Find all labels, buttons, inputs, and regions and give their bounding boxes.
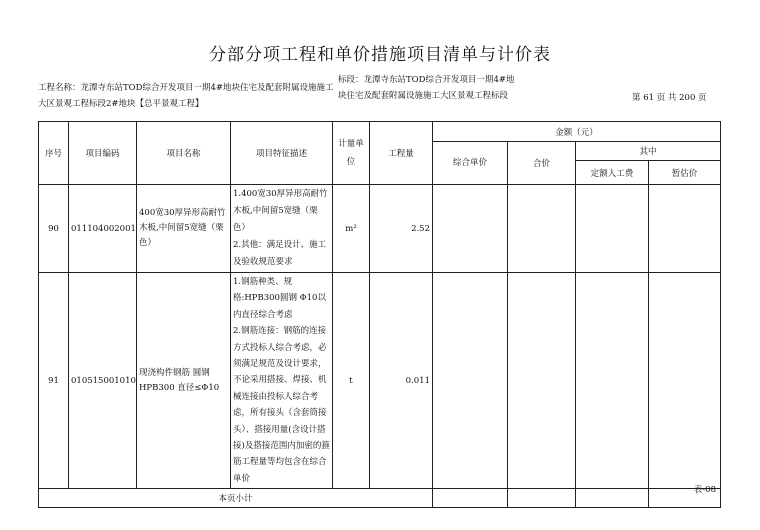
header-qty: 工程量: [370, 122, 433, 185]
row-code: 010515001010: [69, 273, 137, 489]
row-qty: 2.52: [370, 185, 433, 273]
header-code: 项目编码: [69, 122, 137, 185]
header-unit: 计量单位: [333, 122, 370, 185]
page-title: 分部分项工程和单价措施项目清单与计价表: [209, 45, 551, 65]
row-code: 011104002001: [69, 185, 137, 273]
subtotal-row: [39, 489, 721, 508]
subtotal-labor: [576, 489, 649, 508]
row-labor: [576, 185, 649, 273]
row-total: [508, 273, 576, 489]
row-seq: 90: [39, 185, 69, 273]
row-provisional: [649, 185, 721, 273]
header-unit-price: 综合单价: [433, 142, 508, 185]
section-name: 标段：龙潭寺东站TOD综合开发项目一期4#地块住宅及配套附属设施施工大区景观工程标段: [338, 75, 515, 101]
project-name: 工程名称：龙潭寺东站TOD综合开发项目一期4#地块住宅及配套附属设施施工大区景观工程标段2#地块【总平景观工程】: [38, 83, 334, 109]
row-labor: [576, 273, 649, 489]
row-desc: 1.钢筋种类、规格:HPB300圆钢 Φ10以内直径综合考虑 2.钢筋连接：钢筋的连接方式投标人综合考虑，必须满足规范及设计要求，不论采用搭接、焊接、机械连接由投标人综合考虑，所有接头（含套筒接头）、搭接用量(含设计搭接)及搭接范围内加密的箍筋工程量等均包含在综合单价: [231, 273, 333, 489]
subtotal-total: [508, 489, 576, 508]
header-desc: 项目特征描述: [231, 122, 333, 185]
header-of-which: 其中: [576, 142, 721, 161]
row-unit: m²: [333, 185, 370, 273]
row-desc: 1.400宽30厚异形高耐竹木板,中间留5宽缝（栗色） 2.其他：满足设计、施工及验收规范要求: [231, 185, 333, 273]
row-qty: 0.011: [370, 273, 433, 489]
row-total: [508, 185, 576, 273]
header-seq: 序号: [39, 122, 69, 185]
row-provisional: [649, 273, 721, 489]
table-row: [39, 185, 721, 273]
form-code: 表-08: [693, 485, 716, 495]
header-amount: 金额（元）: [433, 122, 721, 142]
row-unit-price: [433, 273, 508, 489]
header-name: 项目名称: [137, 122, 231, 185]
page-info: 第 61 页 共 200 页: [632, 93, 707, 103]
header-labor: 定额人工费: [576, 161, 649, 185]
row-name: 现浇构件钢筋 圆钢HPB300 直径≤Φ10: [137, 273, 231, 489]
header-total: 合价: [508, 142, 576, 185]
table-row: [39, 273, 721, 489]
bill-table: [38, 121, 721, 508]
subtotal-label: 本页小计: [39, 489, 433, 508]
row-unit-price: [433, 185, 508, 273]
row-seq: 91: [39, 273, 69, 489]
subtotal-unit-price: [433, 489, 508, 508]
header-provisional: 暂估价: [649, 161, 721, 185]
row-unit: t: [333, 273, 370, 489]
row-name: 400宽30厚异形高耐竹木板,中间留5宽缝（栗色）: [137, 185, 231, 273]
